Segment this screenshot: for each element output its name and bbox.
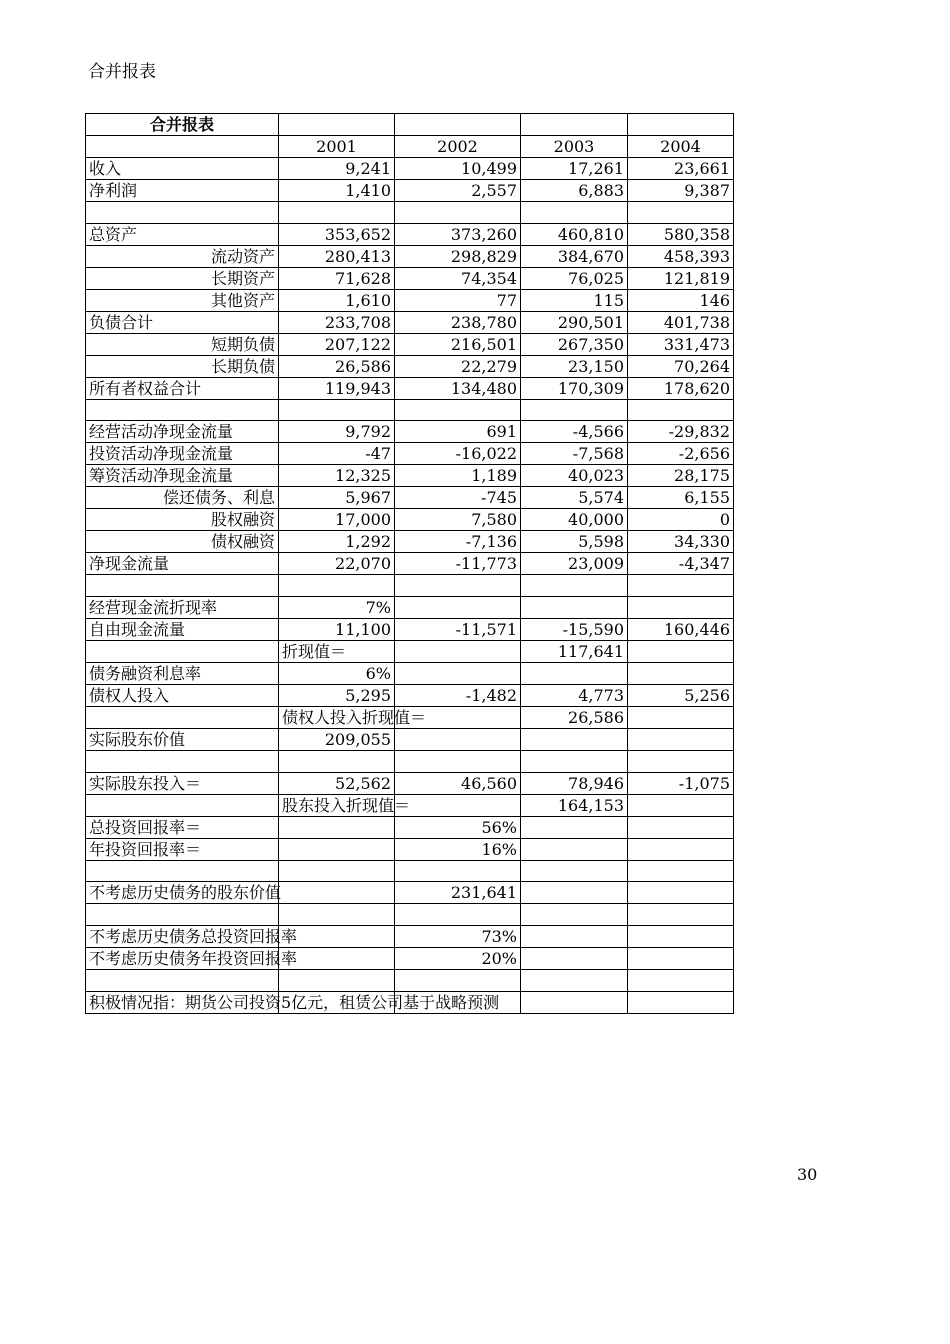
cell: 6% bbox=[279, 663, 395, 685]
page-number: 30 bbox=[797, 1165, 818, 1184]
cell: 9,241 bbox=[279, 158, 395, 180]
cell: 2,557 bbox=[395, 180, 521, 202]
row-label: 长期资产 bbox=[86, 267, 279, 289]
cell: -15,590 bbox=[521, 619, 628, 641]
row-label: 偿还债务、利息 bbox=[86, 487, 279, 509]
cell: 28,175 bbox=[628, 465, 734, 487]
year-header: 2002 bbox=[395, 136, 521, 158]
cell: 384,670 bbox=[521, 245, 628, 267]
row-label: 其他资产 bbox=[86, 289, 279, 311]
cell: 1,189 bbox=[395, 465, 521, 487]
cell: 34,330 bbox=[628, 531, 734, 553]
row-label: 净现金流量 bbox=[86, 553, 279, 575]
cell: 691 bbox=[395, 421, 521, 443]
cell: 117,641 bbox=[521, 641, 628, 663]
table-row-annual-roi bbox=[86, 838, 734, 860]
row-label: 年投资回报率＝ bbox=[86, 838, 279, 860]
cell: -16,022 bbox=[395, 443, 521, 465]
cell: 40,023 bbox=[521, 465, 628, 487]
table-title-row bbox=[86, 114, 734, 136]
cell: 0 bbox=[628, 509, 734, 531]
cell: 23,150 bbox=[521, 355, 628, 377]
row-label: 自由现金流量 bbox=[86, 619, 279, 641]
consolidated-report-table bbox=[85, 113, 734, 1014]
cell: 4,773 bbox=[521, 685, 628, 707]
cell: -4,347 bbox=[628, 553, 734, 575]
row-label: 经营现金流折现率 bbox=[86, 597, 279, 619]
row-label: 投资活动净现金流量 bbox=[86, 443, 279, 465]
cell: 12,325 bbox=[279, 465, 395, 487]
table-row-pv bbox=[86, 641, 734, 663]
table-row-net-cf bbox=[86, 553, 734, 575]
page-header-title: 合并报表 bbox=[88, 62, 156, 82]
table-row-empty bbox=[86, 970, 734, 992]
row-label: 筹资活动净现金流量 bbox=[86, 465, 279, 487]
cell: -11,773 bbox=[395, 553, 521, 575]
row-label: 总投资回报率＝ bbox=[86, 816, 279, 838]
cell: -2,656 bbox=[628, 443, 734, 465]
cell: -29,832 bbox=[628, 421, 734, 443]
cell: 9,792 bbox=[279, 421, 395, 443]
cell: 580,358 bbox=[628, 223, 734, 245]
cell: 7% bbox=[279, 597, 395, 619]
cell: 73% bbox=[395, 926, 521, 948]
cell: 280,413 bbox=[279, 245, 395, 267]
row-label: 不考虑历史债务年投资回报率 bbox=[89, 949, 298, 969]
row-label: 实际股东价值 bbox=[86, 729, 279, 751]
row-label: 折现值＝ bbox=[279, 641, 395, 663]
cell: 164,153 bbox=[521, 794, 628, 816]
cell: -47 bbox=[279, 443, 395, 465]
table-row-value-ex-debt bbox=[86, 882, 734, 904]
cell: 238,780 bbox=[395, 311, 521, 333]
row-label: 实际股东投入＝ bbox=[86, 772, 279, 794]
table-row-total-roi bbox=[86, 816, 734, 838]
row-label: 债权人投入折现值＝ bbox=[282, 708, 427, 728]
year-header: 2004 bbox=[628, 136, 734, 158]
cell: 5,295 bbox=[279, 685, 395, 707]
year-header-row bbox=[86, 136, 734, 158]
cell: 26,586 bbox=[521, 707, 628, 729]
cell: 76,025 bbox=[521, 267, 628, 289]
cell: 17,261 bbox=[521, 158, 628, 180]
cell: 353,652 bbox=[279, 223, 395, 245]
year-header: 2003 bbox=[521, 136, 628, 158]
cell: 6,883 bbox=[521, 180, 628, 202]
cell: -7,568 bbox=[521, 443, 628, 465]
cell: 373,260 bbox=[395, 223, 521, 245]
cell: -4,566 bbox=[521, 421, 628, 443]
cell: 115 bbox=[521, 289, 628, 311]
table-row-net-profit bbox=[86, 180, 734, 202]
cell: 216,501 bbox=[395, 333, 521, 355]
cell: 5,598 bbox=[521, 531, 628, 553]
cell: 6,155 bbox=[628, 487, 734, 509]
year-header: 2001 bbox=[279, 136, 395, 158]
cell: 290,501 bbox=[521, 311, 628, 333]
row-label: 净利润 bbox=[86, 180, 279, 202]
table-row-current-assets bbox=[86, 245, 734, 267]
cell: 119,943 bbox=[279, 377, 395, 399]
row-label: 所有者权益合计 bbox=[86, 377, 279, 399]
cell: 77 bbox=[395, 289, 521, 311]
row-label: 长期负债 bbox=[86, 355, 279, 377]
table-row-discount-rate bbox=[86, 597, 734, 619]
cell: 1,410 bbox=[279, 180, 395, 202]
table-row-investing-cf bbox=[86, 443, 734, 465]
table-title: 合并报表 bbox=[86, 114, 279, 136]
table-row-debt-repayment bbox=[86, 487, 734, 509]
row-label: 总资产 bbox=[86, 223, 279, 245]
table-row-equity-financing bbox=[86, 509, 734, 531]
note-text: 积极情况指：期货公司投资5亿元，租赁公司基于战略预测 bbox=[89, 992, 500, 1012]
table-row-empty bbox=[86, 399, 734, 421]
row-label: 不考虑历史债务的股东价值 bbox=[89, 883, 282, 903]
table-row-shareholder-pv bbox=[86, 794, 734, 816]
table-row-creditor-input bbox=[86, 685, 734, 707]
cell: 1,292 bbox=[279, 531, 395, 553]
cell: 121,819 bbox=[628, 267, 734, 289]
cell: 10,499 bbox=[395, 158, 521, 180]
cell: 331,473 bbox=[628, 333, 734, 355]
cell: 1,610 bbox=[279, 289, 395, 311]
cell: 267,350 bbox=[521, 333, 628, 355]
table-row-debt-rate bbox=[86, 663, 734, 685]
cell: 5,256 bbox=[628, 685, 734, 707]
row-label: 短期负债 bbox=[86, 333, 279, 355]
cell: 78,946 bbox=[521, 772, 628, 794]
table-row-creditor-pv bbox=[86, 707, 734, 729]
table-row-empty bbox=[86, 751, 734, 773]
row-label: 负债合计 bbox=[86, 311, 279, 333]
table-row-shareholder-value bbox=[86, 729, 734, 751]
table-row-shareholder-input bbox=[86, 772, 734, 794]
table-row-total-roi-ex-debt bbox=[86, 926, 734, 948]
cell: 298,829 bbox=[395, 245, 521, 267]
cell: -11,571 bbox=[395, 619, 521, 641]
cell: 5,967 bbox=[279, 487, 395, 509]
cell: 9,387 bbox=[628, 180, 734, 202]
cell: 26,586 bbox=[279, 355, 395, 377]
table-row-revenue bbox=[86, 158, 734, 180]
table-row-annual-roi-ex-debt bbox=[86, 948, 734, 970]
cell: -745 bbox=[395, 487, 521, 509]
row-label: 债务融资利息率 bbox=[86, 663, 279, 685]
cell: 16% bbox=[395, 838, 521, 860]
cell: 178,620 bbox=[628, 377, 734, 399]
cell: 23,661 bbox=[628, 158, 734, 180]
cell: 233,708 bbox=[279, 311, 395, 333]
table-row-empty bbox=[86, 202, 734, 224]
row-label: 股权融资 bbox=[86, 509, 279, 531]
cell: 70,264 bbox=[628, 355, 734, 377]
table-row-empty bbox=[86, 575, 734, 597]
cell: 20% bbox=[395, 948, 521, 970]
table-row-short-term-liabilities bbox=[86, 333, 734, 355]
table-row-total-assets bbox=[86, 223, 734, 245]
row-label: 债权人投入 bbox=[86, 685, 279, 707]
cell: 460,810 bbox=[521, 223, 628, 245]
cell: -7,136 bbox=[395, 531, 521, 553]
cell: 56% bbox=[395, 816, 521, 838]
table-row-other-assets bbox=[86, 289, 734, 311]
table-row-long-term-liabilities bbox=[86, 355, 734, 377]
cell: 146 bbox=[628, 289, 734, 311]
row-label: 债权融资 bbox=[86, 531, 279, 553]
row-label: 流动资产 bbox=[86, 245, 279, 267]
table-row-note bbox=[86, 991, 734, 1013]
cell: 74,354 bbox=[395, 267, 521, 289]
table-row-free-cf bbox=[86, 619, 734, 641]
cell: 17,000 bbox=[279, 509, 395, 531]
row-label: 股东投入折现值＝ bbox=[282, 795, 411, 815]
cell: 207,122 bbox=[279, 333, 395, 355]
cell: 22,070 bbox=[279, 553, 395, 575]
table-row-total-liabilities bbox=[86, 311, 734, 333]
table-row-operating-cf bbox=[86, 421, 734, 443]
row-label: 不考虑历史债务总投资回报率 bbox=[89, 927, 298, 947]
cell: -1,075 bbox=[628, 772, 734, 794]
cell: 160,446 bbox=[628, 619, 734, 641]
cell: 40,000 bbox=[521, 509, 628, 531]
cell: 458,393 bbox=[628, 245, 734, 267]
table-row-empty bbox=[86, 860, 734, 882]
table-row-long-term-assets bbox=[86, 267, 734, 289]
row-label: 经营活动净现金流量 bbox=[86, 421, 279, 443]
cell: 11,100 bbox=[279, 619, 395, 641]
table-row-empty bbox=[86, 904, 734, 926]
cell: 7,580 bbox=[395, 509, 521, 531]
cell: 5,574 bbox=[521, 487, 628, 509]
cell: 23,009 bbox=[521, 553, 628, 575]
table-row-debt-financing bbox=[86, 531, 734, 553]
cell: -1,482 bbox=[395, 685, 521, 707]
cell: 46,560 bbox=[395, 772, 521, 794]
cell: 52,562 bbox=[279, 772, 395, 794]
cell: 71,628 bbox=[279, 267, 395, 289]
table-row-financing-cf bbox=[86, 465, 734, 487]
cell: 401,738 bbox=[628, 311, 734, 333]
row-label: 收入 bbox=[86, 158, 279, 180]
cell: 170,309 bbox=[521, 377, 628, 399]
cell: 231,641 bbox=[395, 882, 521, 904]
cell: 22,279 bbox=[395, 355, 521, 377]
cell: 134,480 bbox=[395, 377, 521, 399]
cell: 209,055 bbox=[279, 729, 395, 751]
table-row-owners-equity bbox=[86, 377, 734, 399]
